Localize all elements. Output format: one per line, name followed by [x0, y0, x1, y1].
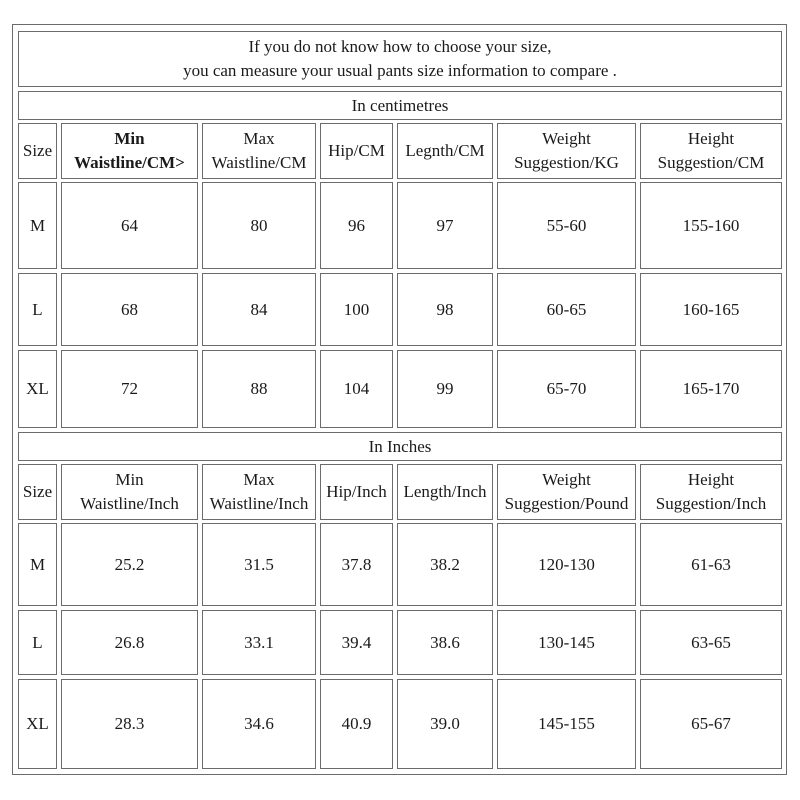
table-cm-row-xl-size: XL: [18, 350, 57, 428]
table-inch-row-m-weight: 120-130: [497, 523, 636, 606]
table-inch-header-weight: Weight Suggestion/Pound: [497, 464, 636, 520]
table-inch-title: In Inches: [18, 432, 782, 461]
table-cm-row-m-length: 97: [397, 182, 493, 269]
table-cm-row-m-min-waist: 64: [61, 182, 198, 269]
table-cm-header-length: Legnth/CM: [397, 123, 493, 179]
table-cm-row-xl-hip: 104: [320, 350, 393, 428]
table-inch-row-m-min-waist: 25.2: [61, 523, 198, 606]
table-cm-row-l-height: 160-165: [640, 273, 782, 346]
table-cm-header-hip: Hip/CM: [320, 123, 393, 179]
table-inch-row-xl-weight: 145-155: [497, 679, 636, 769]
table-inch-row-m-length: 38.2: [397, 523, 493, 606]
table-cm-row-m-hip: 96: [320, 182, 393, 269]
table-cm-header-size: Size: [18, 123, 57, 179]
table-cm-title: In centimetres: [18, 91, 782, 120]
table-cm-row-xl-max-waist: 88: [202, 350, 316, 428]
table-cm-row-m-size: M: [18, 182, 57, 269]
table-inch-header-hip: Hip/Inch: [320, 464, 393, 520]
intro-line-1: If you do not know how to choose your size,: [248, 37, 552, 56]
table-cm-row-l-max-waist: 84: [202, 273, 316, 346]
table-cm-row-xl-height: 165-170: [640, 350, 782, 428]
table-inch-header-height: Height Suggestion/Inch: [640, 464, 782, 520]
table-cm-row-l-weight: 60-65: [497, 273, 636, 346]
table-cm-row-l-hip: 100: [320, 273, 393, 346]
table-cm-row-m-height: 155-160: [640, 182, 782, 269]
table-cm-row-l-min-waist: 68: [61, 273, 198, 346]
table-inch-row-l-hip: 39.4: [320, 610, 393, 675]
table-cm-row-m-max-waist: 80: [202, 182, 316, 269]
table-inch-row-xl-length: 39.0: [397, 679, 493, 769]
table-cm-header-min-waist: Min Waistline/CM>: [61, 123, 198, 179]
table-cm-row-xl-min-waist: 72: [61, 350, 198, 428]
table-inch-row-m-max-waist: 31.5: [202, 523, 316, 606]
table-cm-row-l-size: L: [18, 273, 57, 346]
table-inch-header-length: Length/Inch: [397, 464, 493, 520]
table-inch-header-max-waist: Max Waistline/Inch: [202, 464, 316, 520]
table-cm-row-xl-length: 99: [397, 350, 493, 428]
table-inch-header-size: Size: [18, 464, 57, 520]
table-inch-header-min-waist: Min Waistline/Inch: [61, 464, 198, 520]
table-inch-row-m-size: M: [18, 523, 57, 606]
table-inch-row-m-height: 61-63: [640, 523, 782, 606]
table-inch-row-l-min-waist: 26.8: [61, 610, 198, 675]
table-cm-row-m-weight: 55-60: [497, 182, 636, 269]
table-inch-row-xl-max-waist: 34.6: [202, 679, 316, 769]
table-cm-header-weight: Weight Suggestion/KG: [497, 123, 636, 179]
intro-note: [18, 31, 782, 87]
table-cm-row-xl-weight: 65-70: [497, 350, 636, 428]
table-inch-row-l-height: 63-65: [640, 610, 782, 675]
table-inch-row-xl-min-waist: 28.3: [61, 679, 198, 769]
table-cm-header-max-waist: Max Waistline/CM: [202, 123, 316, 179]
intro-line-2: you can measure your usual pants size information to compare .: [183, 61, 617, 80]
table-inch-row-m-hip: 37.8: [320, 523, 393, 606]
table-inch-row-l-length: 38.6: [397, 610, 493, 675]
table-inch-row-xl-height: 65-67: [640, 679, 782, 769]
table-inch-row-l-max-waist: 33.1: [202, 610, 316, 675]
table-inch-row-l-weight: 130-145: [497, 610, 636, 675]
table-cm-row-l-length: 98: [397, 273, 493, 346]
table-inch-row-xl-size: XL: [18, 679, 57, 769]
table-inch-row-l-size: L: [18, 610, 57, 675]
table-inch-row-xl-hip: 40.9: [320, 679, 393, 769]
table-cm-header-height: Height Suggestion/CM: [640, 123, 782, 179]
